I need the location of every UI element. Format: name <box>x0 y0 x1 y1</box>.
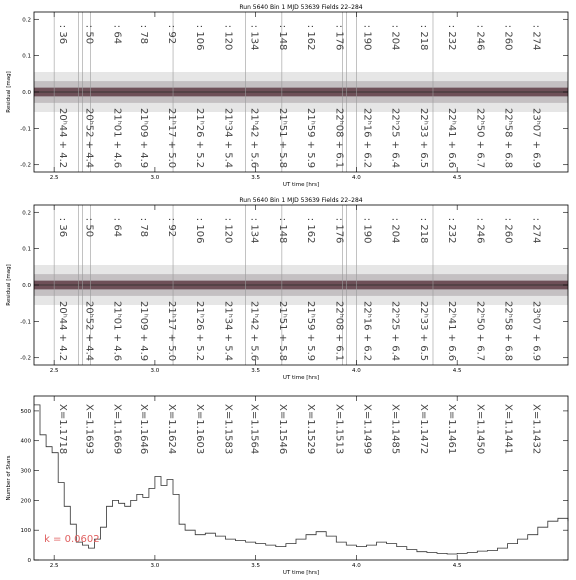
field-time-label: 22ʰ58 + 6.8 <box>502 301 514 362</box>
field-number-label: : 246 <box>474 24 486 51</box>
field-time-label: 21ʰ59 + 5.9 <box>305 301 317 362</box>
residual-panel-2 <box>6 197 568 381</box>
field-time-label: 22ʰ08 + 6.1 <box>333 301 345 362</box>
field-number-label: : 260 <box>502 217 514 244</box>
field-number-label: : 134 <box>248 24 260 51</box>
field-number-label: : 92 <box>166 217 178 238</box>
field-number-label: : 232 <box>446 217 458 244</box>
y-tick-label: 0.2 <box>22 17 31 24</box>
field-time-label: 22ʰ08 + 6.1 <box>333 108 345 169</box>
field-number-label: : 106 <box>194 24 206 51</box>
x-tick-label: 4.5 <box>452 175 462 181</box>
field-time-label: 21ʰ26 + 5.2 <box>194 301 206 362</box>
y-axis-label: Number of Stars <box>6 455 12 501</box>
field-time-label: 21ʰ34 + 5.4 <box>222 108 234 169</box>
field-time-label: 21ʰ51 + 5.8 <box>276 301 288 362</box>
field-number-label: : 218 <box>417 24 429 51</box>
x-tick-label: 3.0 <box>150 563 160 569</box>
y-tick-label: 200 <box>20 498 31 505</box>
field-number-label: : 36 <box>57 24 69 45</box>
field-time-label: 21ʰ17 + 5.0 <box>166 108 178 169</box>
x-tick-label: 2.5 <box>49 175 59 181</box>
field-number-label: : 274 <box>530 24 542 51</box>
y-axis-label: Residual [mag] <box>6 264 12 306</box>
chart-title: Run 5640 Bin 1 MJD 53639 Fields 22–284 <box>239 4 363 11</box>
field-number-label: : 148 <box>276 217 288 244</box>
field-time-label: 22ʰ33 + 6.5 <box>417 301 429 362</box>
x-tick-label: 2.5 <box>49 563 59 569</box>
field-time-label: 22ʰ25 + 6.4 <box>389 108 401 169</box>
x-tick-label: 3.0 <box>150 175 160 181</box>
airmass-label: X=1.1564 <box>248 404 260 455</box>
airmass-label: X=1.1441 <box>502 404 514 455</box>
field-time-label: 21ʰ26 + 5.2 <box>194 108 206 169</box>
x-tick-label: 3.5 <box>251 175 261 181</box>
field-number-label: : 50 <box>83 217 95 238</box>
x-axis-label: UT time [hrs] <box>282 182 320 188</box>
airmass-label: X=1.1669 <box>111 404 123 455</box>
field-number-label: : 162 <box>305 24 317 51</box>
y-tick-label: 0.0 <box>22 283 31 289</box>
y-tick-label: 300 <box>20 468 31 475</box>
airmass-label: X=1.1603 <box>194 404 206 455</box>
field-number-label: : 218 <box>417 217 429 244</box>
chart-title: Run 5640 Bin 1 MJD 53639 Fields 22–284 <box>239 197 363 204</box>
x-tick-label: 4.5 <box>452 368 462 374</box>
field-number-label: : 232 <box>446 24 458 51</box>
field-number-label: : 120 <box>222 24 234 51</box>
field-number-label: : 64 <box>111 217 123 238</box>
field-number-label: : 78 <box>137 217 149 238</box>
x-tick-label: 2.5 <box>49 368 59 374</box>
field-number-label: : 36 <box>57 217 69 238</box>
y-tick-label: 0 <box>27 558 31 564</box>
x-tick-label: 4.0 <box>352 368 361 374</box>
field-time-label: 21ʰ42 + 5.6 <box>248 108 260 169</box>
y-tick-label: -0.1 <box>20 126 31 133</box>
field-time-label: 22ʰ33 + 6.5 <box>417 108 429 169</box>
y-tick-label: 400 <box>20 438 31 445</box>
x-tick-label: 4.5 <box>452 563 462 569</box>
y-tick-label: -0.1 <box>20 319 31 326</box>
airmass-label: X=1.1450 <box>474 404 486 455</box>
field-time-label: 23ʰ07 + 6.9 <box>530 108 542 169</box>
x-tick-label: 3.0 <box>150 368 160 374</box>
field-time-label: 21ʰ51 + 5.8 <box>276 108 288 169</box>
airmass-label: X=1.1546 <box>276 404 288 455</box>
x-tick-label: 4.0 <box>352 175 361 181</box>
field-time-label: 21ʰ42 + 5.6 <box>248 301 260 362</box>
field-number-label: : 204 <box>389 24 401 51</box>
field-time-label: 20ʰ44 + 4.2 <box>57 108 69 169</box>
airmass-label: X=1.1485 <box>389 404 401 455</box>
field-time-label: 21ʰ59 + 5.9 <box>305 108 317 169</box>
field-number-label: : 260 <box>502 24 514 51</box>
field-time-label: 21ʰ17 + 5.0 <box>166 301 178 362</box>
airmass-label: X=1.1499 <box>361 404 373 455</box>
field-time-label: 23ʰ07 + 6.9 <box>530 301 542 362</box>
field-number-label: : 92 <box>166 24 178 45</box>
y-tick-label: 0.0 <box>22 90 31 96</box>
airmass-label: X=1.1461 <box>446 404 458 455</box>
field-number-label: : 78 <box>137 24 149 45</box>
field-time-label: 21ʰ09 + 4.9 <box>137 108 149 169</box>
field-time-label: 21ʰ01 + 4.6 <box>111 108 123 169</box>
field-time-label: 22ʰ50 + 6.7 <box>474 108 486 169</box>
airmass-label: X=1.1624 <box>166 404 178 455</box>
field-number-label: : 134 <box>248 217 260 244</box>
field-time-label: 20ʰ52 + 4.4 <box>83 108 95 169</box>
y-tick-label: 500 <box>20 408 31 415</box>
field-time-label: 20ʰ52 + 4.4 <box>83 301 95 362</box>
field-number-label: : 246 <box>474 217 486 244</box>
field-time-label: 22ʰ58 + 6.8 <box>502 108 514 169</box>
field-number-label: : 190 <box>361 24 373 51</box>
x-axis-label: UT time [hrs] <box>282 570 320 576</box>
y-tick-label: 0.1 <box>22 53 31 60</box>
field-number-label: : 50 <box>83 24 95 45</box>
field-number-label: : 162 <box>305 217 317 244</box>
field-number-label: : 64 <box>111 24 123 45</box>
field-time-label: 21ʰ09 + 4.9 <box>137 301 149 362</box>
field-time-label: 21ʰ34 + 5.4 <box>222 301 234 362</box>
field-number-label: : 190 <box>361 217 373 244</box>
field-time-label: 21ʰ01 + 4.6 <box>111 301 123 362</box>
field-number-label: : 120 <box>222 217 234 244</box>
airmass-label: X=1.1529 <box>305 404 317 455</box>
y-tick-label: -0.2 <box>20 162 31 169</box>
field-number-label: : 176 <box>333 24 345 51</box>
y-tick-label: -0.2 <box>20 355 31 362</box>
field-number-label: : 148 <box>276 24 288 51</box>
field-time-label: 20ʰ44 + 4.2 <box>57 301 69 362</box>
x-tick-label: 3.5 <box>251 368 261 374</box>
y-tick-label: 0.2 <box>22 210 31 217</box>
x-tick-label: 4.0 <box>352 563 361 569</box>
airmass-label: X=1.1693 <box>83 404 95 455</box>
field-time-label: 22ʰ41 + 6.6 <box>446 301 458 362</box>
field-number-label: : 204 <box>389 217 401 244</box>
field-time-label: 22ʰ16 + 6.2 <box>361 301 373 362</box>
airmass-label: X=1.1432 <box>530 404 542 455</box>
y-tick-label: 0.1 <box>22 246 31 253</box>
field-time-label: 22ʰ16 + 6.2 <box>361 108 373 169</box>
airmass-label: X=1.1583 <box>222 404 234 455</box>
field-time-label: 22ʰ50 + 6.7 <box>474 301 486 362</box>
extinction-coefficient-label: k = 0.0602 <box>44 534 100 546</box>
x-tick-label: 3.5 <box>251 563 261 569</box>
airmass-label: X=1.1513 <box>333 404 345 455</box>
field-number-label: : 274 <box>530 217 542 244</box>
y-axis-label: Residual [mag] <box>6 71 12 113</box>
star-count-panel <box>6 396 568 576</box>
y-tick-label: 100 <box>20 528 31 535</box>
airmass-label: X=1.1718 <box>57 404 69 455</box>
field-number-label: : 106 <box>194 217 206 244</box>
field-time-label: 22ʰ25 + 6.4 <box>389 301 401 362</box>
airmass-label: X=1.1472 <box>417 404 429 455</box>
field-number-label: : 176 <box>333 217 345 244</box>
airmass-label: X=1.1646 <box>137 404 149 455</box>
x-axis-label: UT time [hrs] <box>282 375 320 381</box>
field-time-label: 22ʰ41 + 6.6 <box>446 108 458 169</box>
residual-panel-1 <box>6 4 568 188</box>
